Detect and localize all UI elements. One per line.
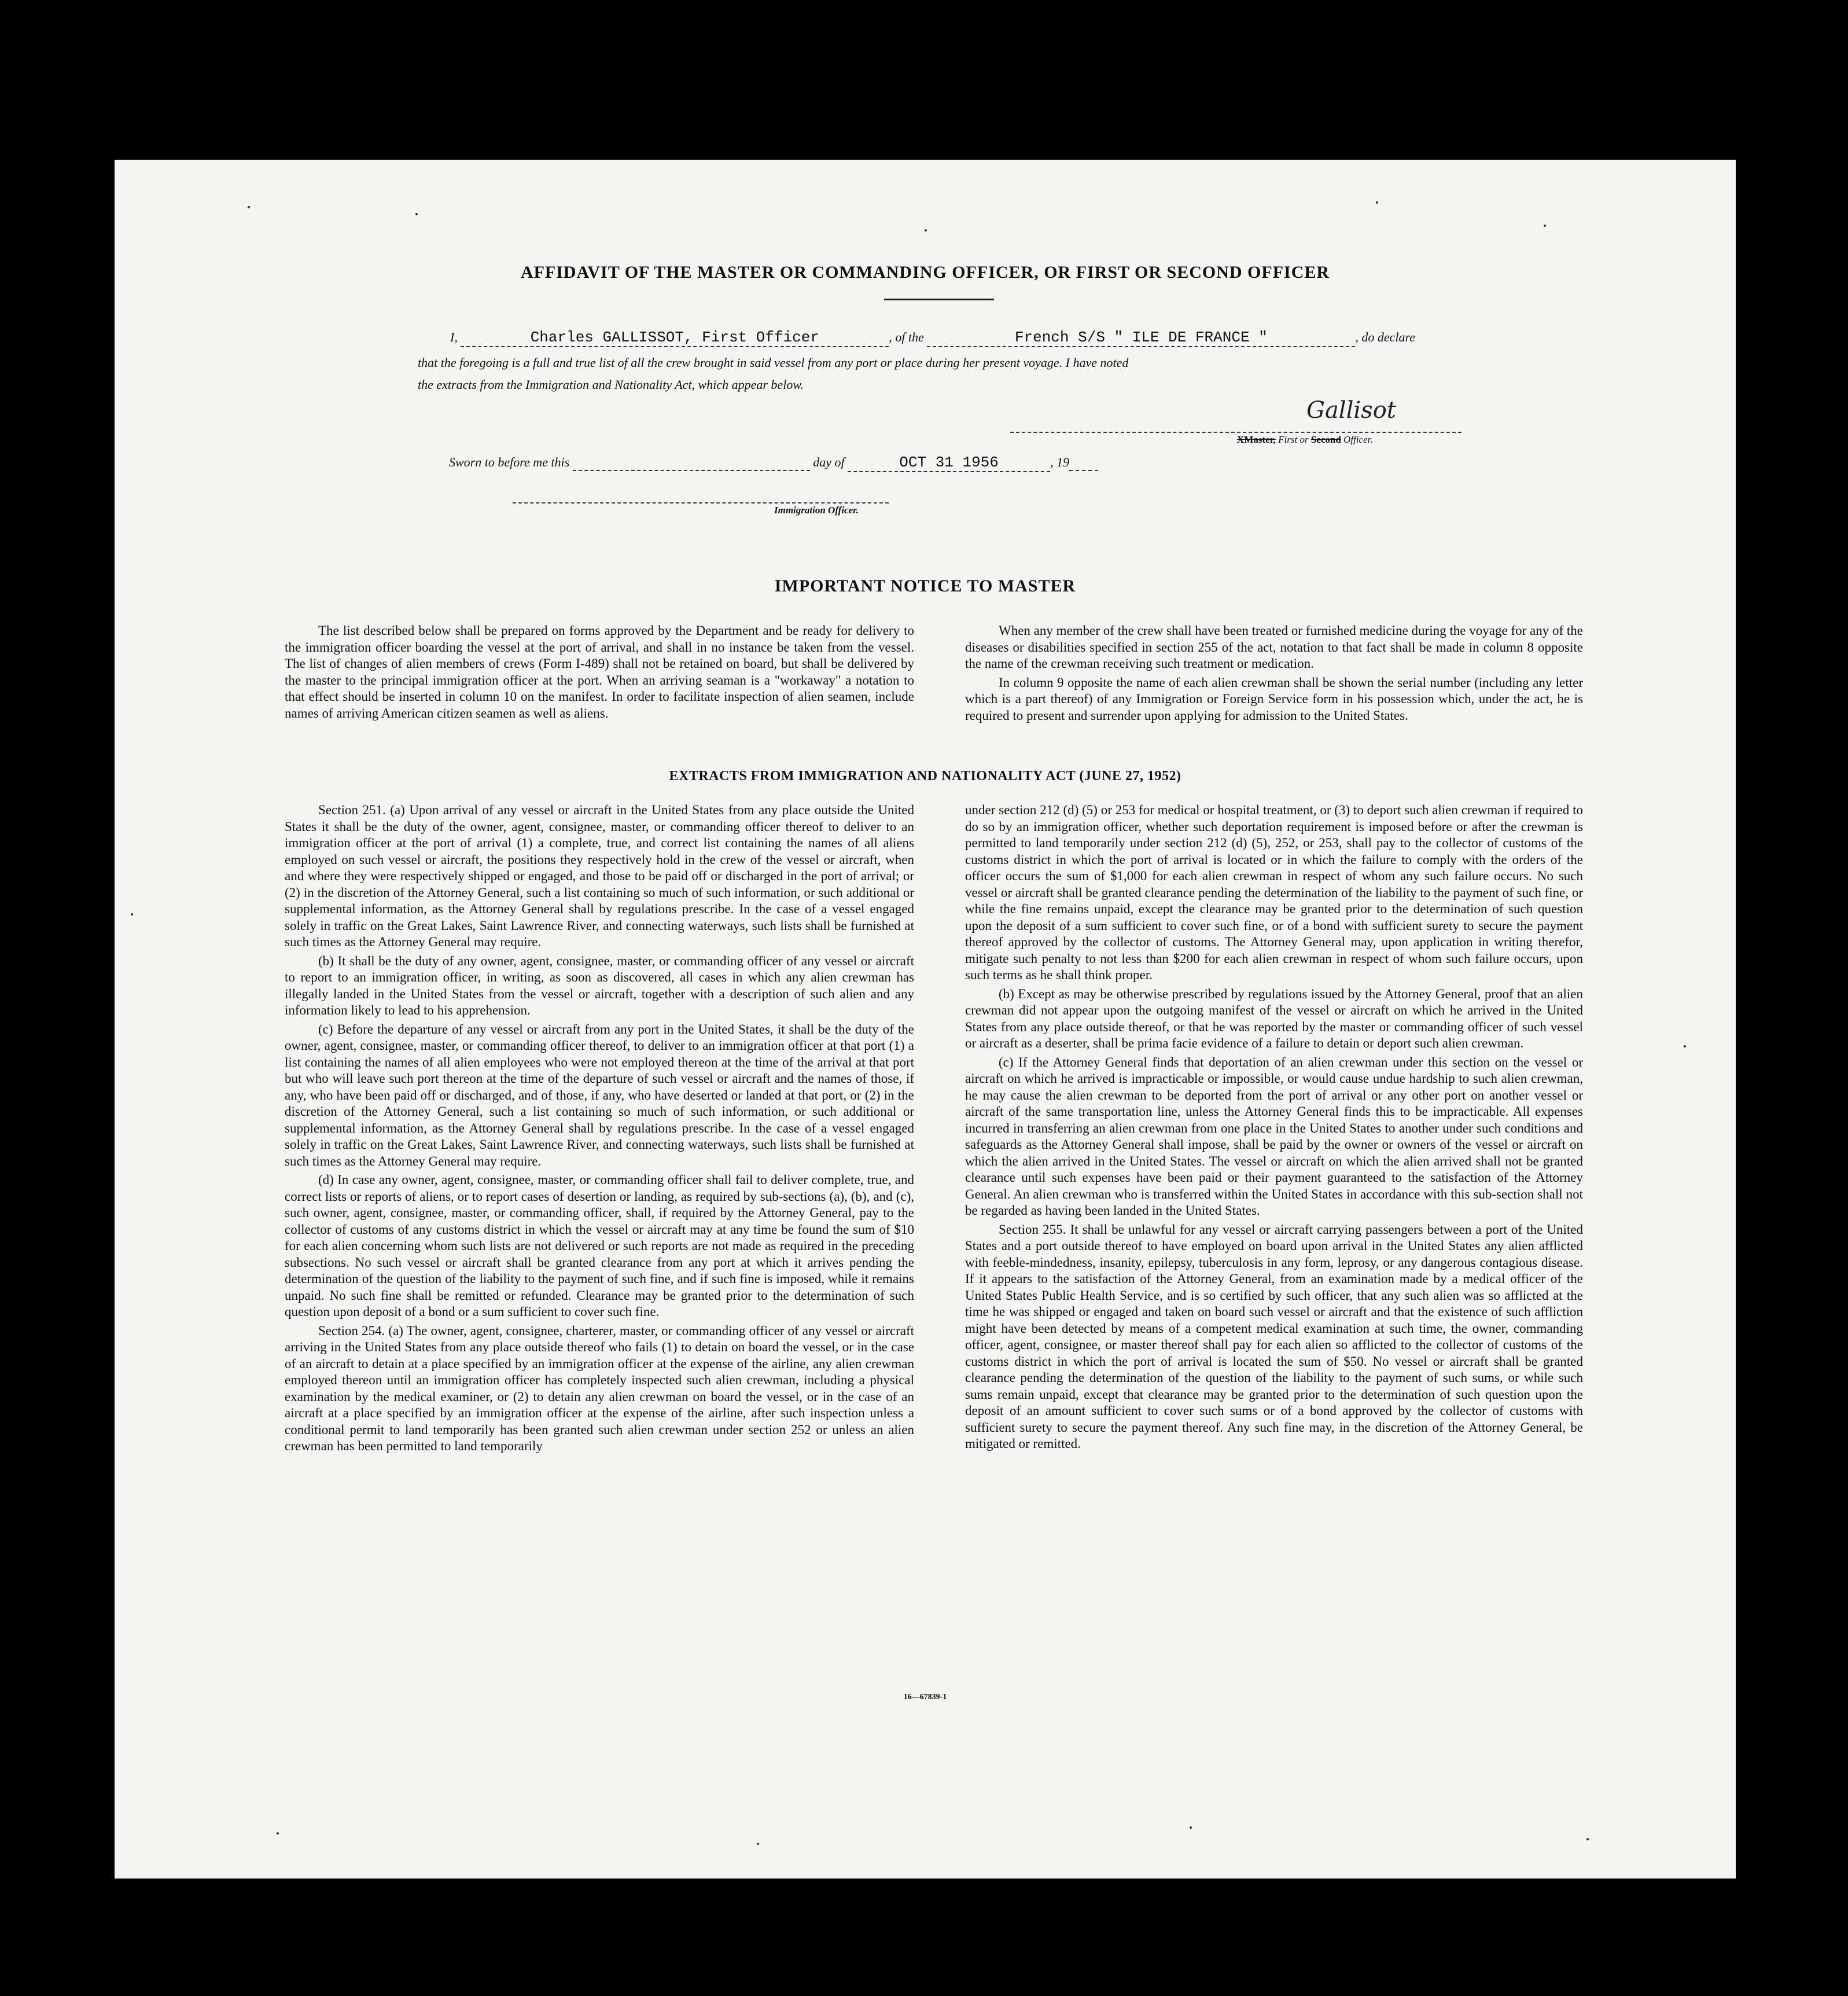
section-254-a: Section 254. (a) The owner, agent, consignee, charterer, master, or commanding officer of any vessel or aircraft arriving in the United States from any place outside thereof who fails (1) to detain on board the vessel, or in the case of an aircraft to detain at a place specified by an immigration officer at the expense of the airline, any alien crewman employed thereon until an immigration officer has completely inspected such alien crewman, including a physical examination by the medical examiner, or (2) to detain any alien crewman on board the vessel, or in the case of an aircraft at a place specified by an immigration officer at the expense of the airline, after such inspection unless a conditional permit to land temporarily has been granted such alien crewman under section 252 or unless an alien crewman has been permitted to land temporarily <box>285 1323 914 1453</box>
do-declare-label: , do declare <box>1355 330 1415 344</box>
document-page <box>115 160 1736 1879</box>
affidavit-title: AFFIDAVIT OF THE MASTER OR COMMANDING OFFICER, OR FIRST OR SECOND OFFICER <box>520 263 1330 282</box>
section-254-a-continued: under section 212 (d) (5) or 253 for medical or hospital treatment, or (3) to deport such alien crewman if required to do so by an immigration officer, whether such deportation requirement is imposed before or after the crewman is permitted to land temporarily under section 212 (d) (5), 252, or 253, shall pay to the collector of customs of the customs district in which the port of arrival is located or in which the failure to comply with the orders of the officer occurs the sum of $1,000 for each alien crewman in respect of whom any such failure occurs. No such vessel or aircraft shall be granted clearance pending the determination of the liability to the payment of such fine, or while the fine remains unpaid, except the clearance may be granted prior to the determination of such question upon the deposit of a sum sufficient to cover such fine, or of a bond with sufficient surety to secure the payment thereof approved by the collector of customs. The Attorney General may, upon application in writing therefor, mitigate such penalty to not less than $200 for each alien crewman in respect of whom such failure occurs, upon such terms as he shall think proper. <box>965 803 1583 982</box>
declaration-line-2: that the foregoing is a full and true list of all the crew brought in said vessel from any port or place during her present voyage. I have noted <box>418 355 1129 370</box>
vessel-name: French S/S " ILE DE FRANCE " <box>1014 329 1268 346</box>
sworn-line <box>449 454 1098 472</box>
scan-speck <box>1684 1045 1686 1047</box>
notice-right-paragraph-2: In column 9 opposite the name of each alien crewman shall be shown the serial number (including any letter which is a part thereof) of any Immigration or Foreign Service form in his possession which, under the act, he is required to present and surrender upon applying for admission to the United States. <box>965 675 1583 723</box>
scan-speck <box>1544 225 1546 227</box>
vessel-field <box>927 329 1355 347</box>
i-prefix: I, <box>450 330 458 344</box>
notice-right-paragraph-1: When any member of the crew shall have been treated or furnished medicine during the voyage for any of the diseases or disabilities specified in section 255 of the act, notation to that fact shall be made in column 8 opposite the name of the crewman receiving such treatment or medication. <box>965 623 1583 671</box>
scan-speck <box>131 913 133 916</box>
immigration-officer-label: Immigration Officer. <box>774 505 859 516</box>
scan-speck <box>1376 201 1378 204</box>
declaration-line-1 <box>450 329 1584 347</box>
scan-speck <box>1586 1838 1589 1840</box>
year-field <box>1069 455 1098 471</box>
caption-first: First or <box>1278 434 1309 445</box>
notice-left-paragraph: The list described below shall be prepared on forms approved by the Department and be ready for delivery to the immigration officer boarding the vessel at the port of arrival, and shall in no instance be taken from the vessel. The list of changes of alien members of crews (Form I-489) shall not be retained on board, but shall be delivered by the master to the principal immigration officer at the port. When an arriving seaman is a "workaway" a notation to that effect should be inserted in column 10 on the manifest. In order to facilitate inspection of alien seamen, include names of arriving American citizen seamen as well as aliens. <box>285 623 914 721</box>
declaration-line-3: the extracts from the Immigration and Nationality Act, which appear below. <box>418 377 804 392</box>
immigration-officer-line <box>513 497 889 503</box>
extracts-title: EXTRACTS FROM IMMIGRATION AND NATIONALITY ACT (JUNE 27, 1952) <box>669 769 1181 784</box>
sworn-day-field <box>573 455 810 471</box>
notice-left-column <box>285 623 914 724</box>
signature: Gallisot <box>1306 397 1396 424</box>
signature-line <box>1010 426 1462 433</box>
notice-title: IMPORTANT NOTICE TO MASTER <box>774 576 1076 596</box>
day-of-label: day of <box>813 455 845 469</box>
extracts-left-column <box>285 802 914 1457</box>
extracts-right-column <box>965 802 1583 1455</box>
section-254-c: (c) If the Attorney General finds that deportation of an alien crewman under this section on the vessel or aircraft on which he arrived is impracticable or impossible, or would cause undue hardship to such alien crewman, he may cause the alien crewman to be deported from the port of arrival or any other port on another vessel or aircraft of the same transportation line, unless the Attorney General finds this to be impracticable. All expenses incurred in transferring an alien crewman from one place in the United States to another under such conditions and safeguards as the Attorney General shall impose, shall be paid by the owner or owners of the vessel or aircraft on which the alien arrived in the United States. The vessel or aircraft on which the alien arrived shall not be granted clearance until such expenses have been paid or their payment guaranteed to the satisfaction of the Attorney General. An alien crewman who is transferred within the United States in accordance with this sub-section shall not be regarded as having been landed in the United States. <box>965 1054 1583 1218</box>
caption-master-struck: XMaster, <box>1237 434 1276 445</box>
caption-officer: Officer. <box>1343 434 1373 445</box>
form-number: 16—67839-1 <box>903 1693 947 1701</box>
of-the-label: , of the <box>889 330 924 344</box>
section-251-c: (c) Before the departure of any vessel or aircraft from any port in the United States, it shall be the duty of the owner, agent, consignee, master, or commanding officer thereof, to deliver to an immigration officer at that port (1) a list containing the names of all alien employees who were not employed thereon at the time of the arrival at that port but who will leave such port thereon at the time of the departure of such vessel or aircraft and the names of those, if any, who have been paid off or discharged, and of those, if any, who have deserted or landed at that port, or (2) in the discretion of the Attorney General, such a list containing so much of such information, or such additional or supplemental information, as the Attorney General shall by regulations prescribe. In the case of a vessel engaged solely in traffic on the Great Lakes, Saint Lawrence River, and connecting waterways, such lists shall be furnished at such times as the Attorney General may require. <box>285 1021 914 1168</box>
sworn-label: Sworn to before me this <box>449 455 570 469</box>
signature-caption <box>1237 434 1373 446</box>
declarant-field <box>461 329 889 347</box>
scan-speck <box>1190 1826 1192 1829</box>
section-251-b: (b) It shall be the duty of any owner, agent, consignee, master, or commanding officer of any vessel or aircraft to report to an immigration officer, in writing, as soon as discovered, all cases in which any alien crewman has illegally landed in the United States from the vessel or aircraft, together with a description of such alien and any information likely to lead to his apprehension. <box>285 953 914 1017</box>
scan-speck <box>757 1843 759 1845</box>
section-251-a: Section 251. (a) Upon arrival of any vessel or aircraft in the United States from any place outside the United States it shall be the duty of the owner, agent, consignee, master, or commanding officer thereof to deliver to an immigration officer at the port of arrival (1) a complete, true, and correct list containing the names of all aliens employed on such vessel or aircraft, the positions they respectively hold in the crew of the vessel or aircraft, when and where they were respectively shipped or engaged, and those to be paid off or discharged in the port of arrival; or (2) in the discretion of the Attorney General, such a list containing so much of such information, or such additional or supplemental information, as the Attorney General shall by regulations prescribe. In the case of a vessel engaged solely in traffic on the Great Lakes, Saint Lawrence River, and connecting waterways, such lists shall be furnished at such times as the Attorney General may require. <box>285 803 914 949</box>
date-stamp: OCT 31 1956 <box>899 454 999 471</box>
date-field <box>848 454 1050 472</box>
section-254-b: (b) Except as may be otherwise prescribed by regulations issued by the Attorney General, proof that an alien crewman did not appear upon the outgoing manifest of the vessel or aircraft on which he arrived in the United States from any place outside thereof, or that he was reported by the master or commanding officer of such vessel or aircraft as a deserter, shall be prima facie evidence of a failure to detain or deport such alien crewman. <box>965 986 1583 1050</box>
year-prefix: , 19 <box>1050 455 1070 469</box>
section-255: Section 255. It shall be unlawful for any vessel or aircraft carrying passengers between a port of the United States and a port outside thereof to have employed on board upon arrival in the United States any alien afflicted with feeble-mindedness, insanity, epilepsy, tuberculosis in any form, leprosy, or any dangerous contagious disease. If it appears to the satisfaction of the Attorney General, from an examination made by a medical officer of the United States Public Health Service, and is so certified by such officer, that any such alien was so afflicted at the time he was shipped or engaged and taken on board such vessel or aircraft and that the existence of such affliction might have been detected by means of a competent medical examination at such time, the owner, commanding officer, agent, consignee, or master thereof shall pay for each alien so afflicted to the collector of customs of the customs district in which the port of arrival is located the sum of $50. No vessel or aircraft shall be granted clearance pending the determination of the question of the liability to the payment of such sums, or while such sums remain unpaid, except that clearance may be granted prior to the determination of such question upon the deposit of an amount sufficient to cover such sums or of a bond approved by the collector of customs with sufficient surety to secure the payment thereof. Any such fine may, in the discretion of the Attorney General, be mitigated or remitted. <box>965 1222 1583 1451</box>
section-251-d: (d) In case any owner, agent, consignee, master, or commanding officer shall fail to deliver complete, true, and correct lists or reports of aliens, or to report cases of desertion or landing, as required by sub-sections (a), (b), and (c), such owner, agent, consignee, master, or commanding officer, shall, if required by the Attorney General, pay to the collector of customs of any customs district in which the vessel or aircraft may at any time be found the sum of $10 for each alien concerning whom such lists are not delivered or such reports are not made as required in the preceding subsections. No such vessel or aircraft shall be granted clearance from any port at which it arrives pending the determination of the question of the liability to the payment of such fine, and if such fine is imposed, while it remains unpaid. No such fine shall be remitted or refunded. Clearance may be granted prior to the determination of such question upon deposit of a bond or a sum sufficient to cover such fine. <box>285 1172 914 1319</box>
notice-right-column <box>965 623 1583 726</box>
scan-speck <box>277 1832 279 1835</box>
scan-speck <box>248 206 250 208</box>
declarant-name: Charles GALLISSOT, First Officer <box>530 329 819 346</box>
scan-speck <box>925 229 927 231</box>
scan-speck <box>415 213 418 215</box>
caption-second-struck: Second <box>1310 434 1341 445</box>
title-underline <box>884 299 994 300</box>
